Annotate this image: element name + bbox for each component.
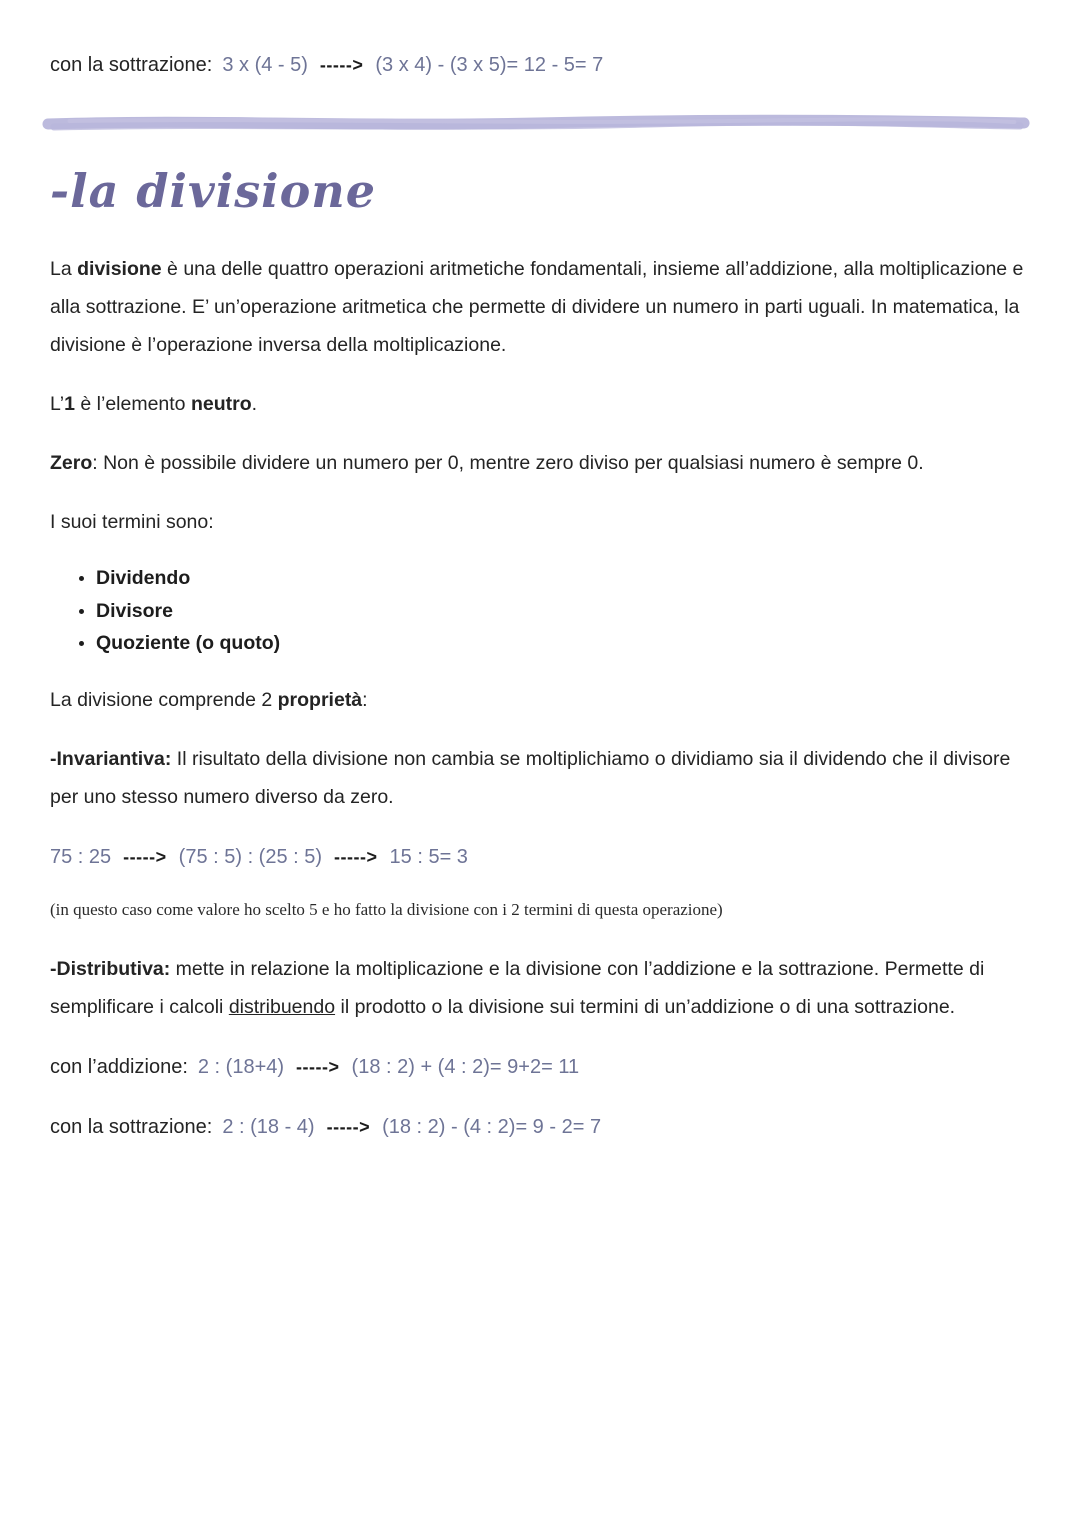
math-result: (18 : 2) - (4 : 2)= 9 - 2= 7 <box>382 1115 602 1138</box>
bold-term-divisione: divisione <box>77 258 162 280</box>
arrow-icon: -----> <box>123 846 167 867</box>
arrow-icon: -----> <box>296 1056 340 1077</box>
term-list <box>50 562 1030 660</box>
arrow-icon: -----> <box>326 1116 371 1137</box>
math-expression: 75 : 25 <box>50 845 112 868</box>
zero-rule-paragraph <box>50 444 1030 482</box>
text-segment: La <box>50 258 78 280</box>
bold-term-zero: Zero <box>50 452 93 474</box>
section-divider <box>40 112 1034 136</box>
term-item <box>96 595 1030 628</box>
text-segment: il prodotto o la divisione sui termini di un’addizione o di una sottrazione. <box>335 995 956 1018</box>
multiplication-subtraction-example <box>50 50 1030 80</box>
distributiva-paragraph <box>50 950 1030 1026</box>
math-expression: 3 x (4 - 5) <box>222 54 308 76</box>
bold-term-neutro: neutro <box>190 393 252 415</box>
term-item <box>96 562 1030 595</box>
bold-term-distributiva: -Distributiva: <box>50 957 171 980</box>
example-label: con la sottrazione: <box>50 1115 213 1138</box>
term-item <box>96 627 1030 660</box>
math-result: (3 x 4) - (3 x 5)= 12 - 5= 7 <box>375 54 604 76</box>
intro-paragraph <box>50 250 1030 364</box>
text-segment: mette in relazione la moltiplicazione e la divisione con l’addizione e la sottrazione. Permette di semplificare i calcoli <box>50 957 985 1018</box>
text-segment: Il risultato della divisione non cambia se moltiplichiamo o dividiamo sia il dividendo che il divisore per uno stesso numero diverso da zero. <box>50 747 1011 808</box>
bold-term-invariantiva: -Invariantiva: <box>50 747 172 770</box>
math-result: (18 : 2) + (4 : 2)= 9+2= 11 <box>351 1055 580 1078</box>
text-segment: . <box>251 393 258 415</box>
term-label: Divisore <box>96 599 173 622</box>
distributiva-addition-example <box>50 1052 1030 1082</box>
invariantiva-paragraph <box>50 740 1030 816</box>
term-label: Quoziente (o quoto) <box>96 632 281 654</box>
text-segment: : Non è possibile dividere un numero per 0, mentre zero diviso per qualsiasi numero è sempre 0. <box>92 452 924 474</box>
neutral-element-paragraph <box>50 385 1030 423</box>
example-label: con l’addizione: <box>50 1055 188 1078</box>
underlined-term-distribuendo: distribuendo <box>228 995 336 1018</box>
text-segment: : <box>362 688 368 711</box>
terms-label: I suoi termini sono: <box>50 511 214 533</box>
bold-term-one: 1 <box>64 393 75 415</box>
section-heading: -la divisione <box>50 164 376 218</box>
math-expression: (75 : 5) : (25 : 5) <box>178 845 323 868</box>
invariantiva-example <box>50 842 1030 872</box>
properties-intro <box>50 681 1030 719</box>
bold-term-proprieta: proprietà <box>277 688 363 711</box>
math-expression: 2 : (18 - 4) <box>222 1115 315 1138</box>
example-label: con la sottrazione: <box>50 54 213 76</box>
arrow-icon: -----> <box>319 55 364 75</box>
brush-stroke-icon <box>40 112 1034 136</box>
math-expression: 2 : (18+4) <box>197 1055 285 1078</box>
invariantiva-note: (in questo caso come valore ho scelto 5 e ho fatto la divisione con i 2 termini di questa operazione) <box>50 899 723 919</box>
text-segment: è l’elemento <box>74 393 191 415</box>
text-segment: è una delle quattro operazioni aritmetiche fondamentali, insieme all’addizione, alla moltiplicazione e alla sottrazione. E’ un’operazione aritmetica che permette di dividere un numero in parti uguali. In matematica, la divisione è l’operazione inversa della moltiplicazione. <box>50 258 1024 356</box>
arrow-icon: -----> <box>334 846 378 867</box>
math-result: 15 : 5= 3 <box>389 845 468 868</box>
text-segment: La divisione comprende 2 <box>50 688 278 711</box>
distributiva-subtraction-example <box>50 1112 1030 1142</box>
term-label: Dividendo <box>96 567 191 589</box>
text-segment: L’ <box>50 393 65 415</box>
